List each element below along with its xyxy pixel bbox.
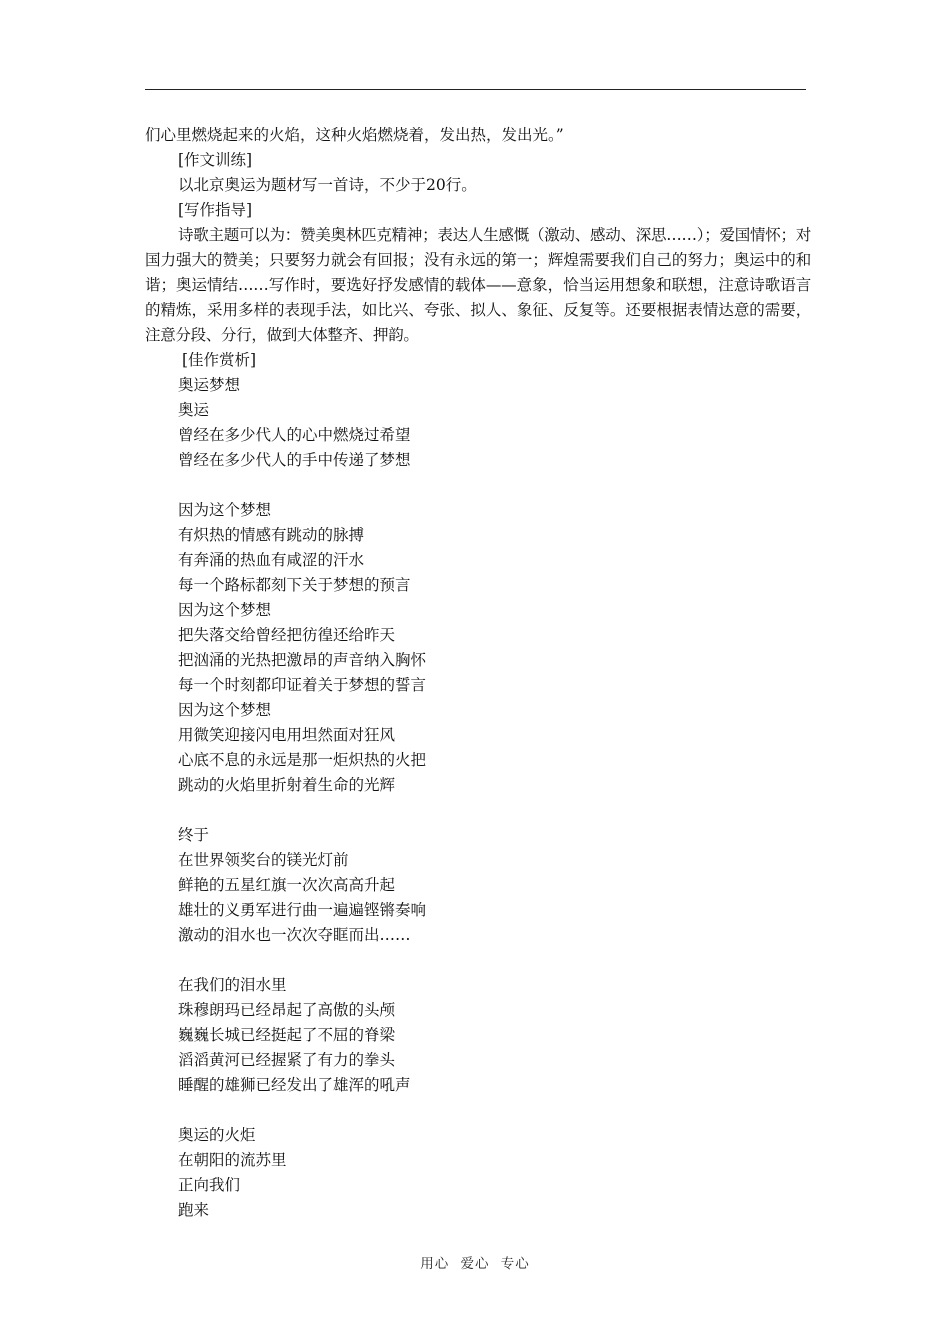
poem-line: 奥运的火炬 — [178, 1126, 256, 1144]
poem-line: 曾经在多少代人的手中传递了梦想 — [178, 451, 411, 469]
poem — [145, 373, 811, 1223]
stanza-break — [178, 473, 811, 498]
poem-line: 终于 — [178, 826, 210, 844]
poem-line: 有奔涌的热血有咸涩的汗水 — [178, 551, 365, 569]
poem-line: 正向我们 — [178, 1176, 241, 1194]
poem-line: 珠穆朗玛已经昂起了高傲的头颅 — [178, 1001, 396, 1019]
poem-title: 奥运梦想 — [178, 376, 241, 394]
poem-line: 睡醒的雄狮已经发出了雄浑的吼声 — [178, 1076, 411, 1094]
poem-line: 因为这个梦想 — [178, 701, 272, 719]
poem-line: 有炽热的情感有跳动的脉搏 — [178, 526, 365, 544]
stanza-break — [178, 1098, 811, 1123]
guidance-label: [写作指导] — [178, 201, 253, 219]
task-text: 以北京奥运为题材写一首诗，不少于20行。 — [178, 176, 477, 194]
appreciation-label: [佳作赏析] — [182, 351, 257, 369]
guidance-paragraph: 诗歌主题可以为：赞美奥林匹克精神；表达人生感慨（激动、感动、深思……）；爱国情怀；对国力强大的赞美；只要努力就会有回报；没有永远的第一；辉煌需要我们自己的努力；奥运中的和谐；奥运情结……写作时，要选好抒发感情的载体——意象，恰当运用想象和联想，注意诗歌语言的精炼，采用多样的表现手法，如比兴、夸张、拟人、象征、反复等。还要根据表情达意的需要，注意分段、分行，做到大体整齐、押韵。 — [145, 226, 811, 344]
stanza-break — [178, 798, 811, 823]
poem-line: 在世界领奖台的镁光灯前 — [178, 851, 349, 869]
poem-line: 把失落交给曾经把彷徨还给昨天 — [178, 626, 396, 644]
poem-line: 滔滔黄河已经握紧了有力的拳头 — [178, 1051, 396, 1069]
poem-line: 巍巍长城已经挺起了不屈的脊梁 — [178, 1026, 396, 1044]
document-body — [145, 123, 811, 1223]
poem-line: 跳动的火焰里折射着生命的光辉 — [178, 776, 396, 794]
poem-line: 曾经在多少代人的心中燃烧过希望 — [178, 426, 411, 444]
poem-line: 用微笑迎接闪电用坦然面对狂风 — [178, 726, 396, 744]
poem-line: 把汹涌的光热把激昂的声音纳入胸怀 — [178, 651, 427, 669]
poem-line: 雄壮的义勇军进行曲一遍遍铿锵奏响 — [178, 901, 427, 919]
poem-line: 跑来 — [178, 1201, 210, 1219]
page-footer: 用心 爱心 专心 — [420, 1256, 530, 1272]
poem-line: 心底不息的永远是那一炬炽热的火把 — [178, 751, 427, 769]
opening-line: 们心里燃烧起来的火焰，这种火焰燃烧着，发出热，发出光。” — [145, 126, 564, 144]
poem-line: 在我们的泪水里 — [178, 976, 287, 994]
training-label: [作文训练] — [178, 151, 253, 169]
poem-line: 每一个时刻都印证着关于梦想的誓言 — [178, 676, 427, 694]
poem-line: 奥运 — [178, 401, 210, 419]
stanza-break — [178, 948, 811, 973]
poem-line: 每一个路标都刻下关于梦想的预言 — [178, 576, 411, 594]
header-rule — [145, 89, 806, 90]
poem-line: 鲜艳的五星红旗一次次高高升起 — [178, 876, 396, 894]
poem-line: 激动的泪水也一次次夺眶而出…… — [178, 926, 411, 944]
poem-line: 在朝阳的流苏里 — [178, 1151, 287, 1169]
poem-line: 因为这个梦想 — [178, 601, 272, 619]
poem-line: 因为这个梦想 — [178, 501, 272, 519]
